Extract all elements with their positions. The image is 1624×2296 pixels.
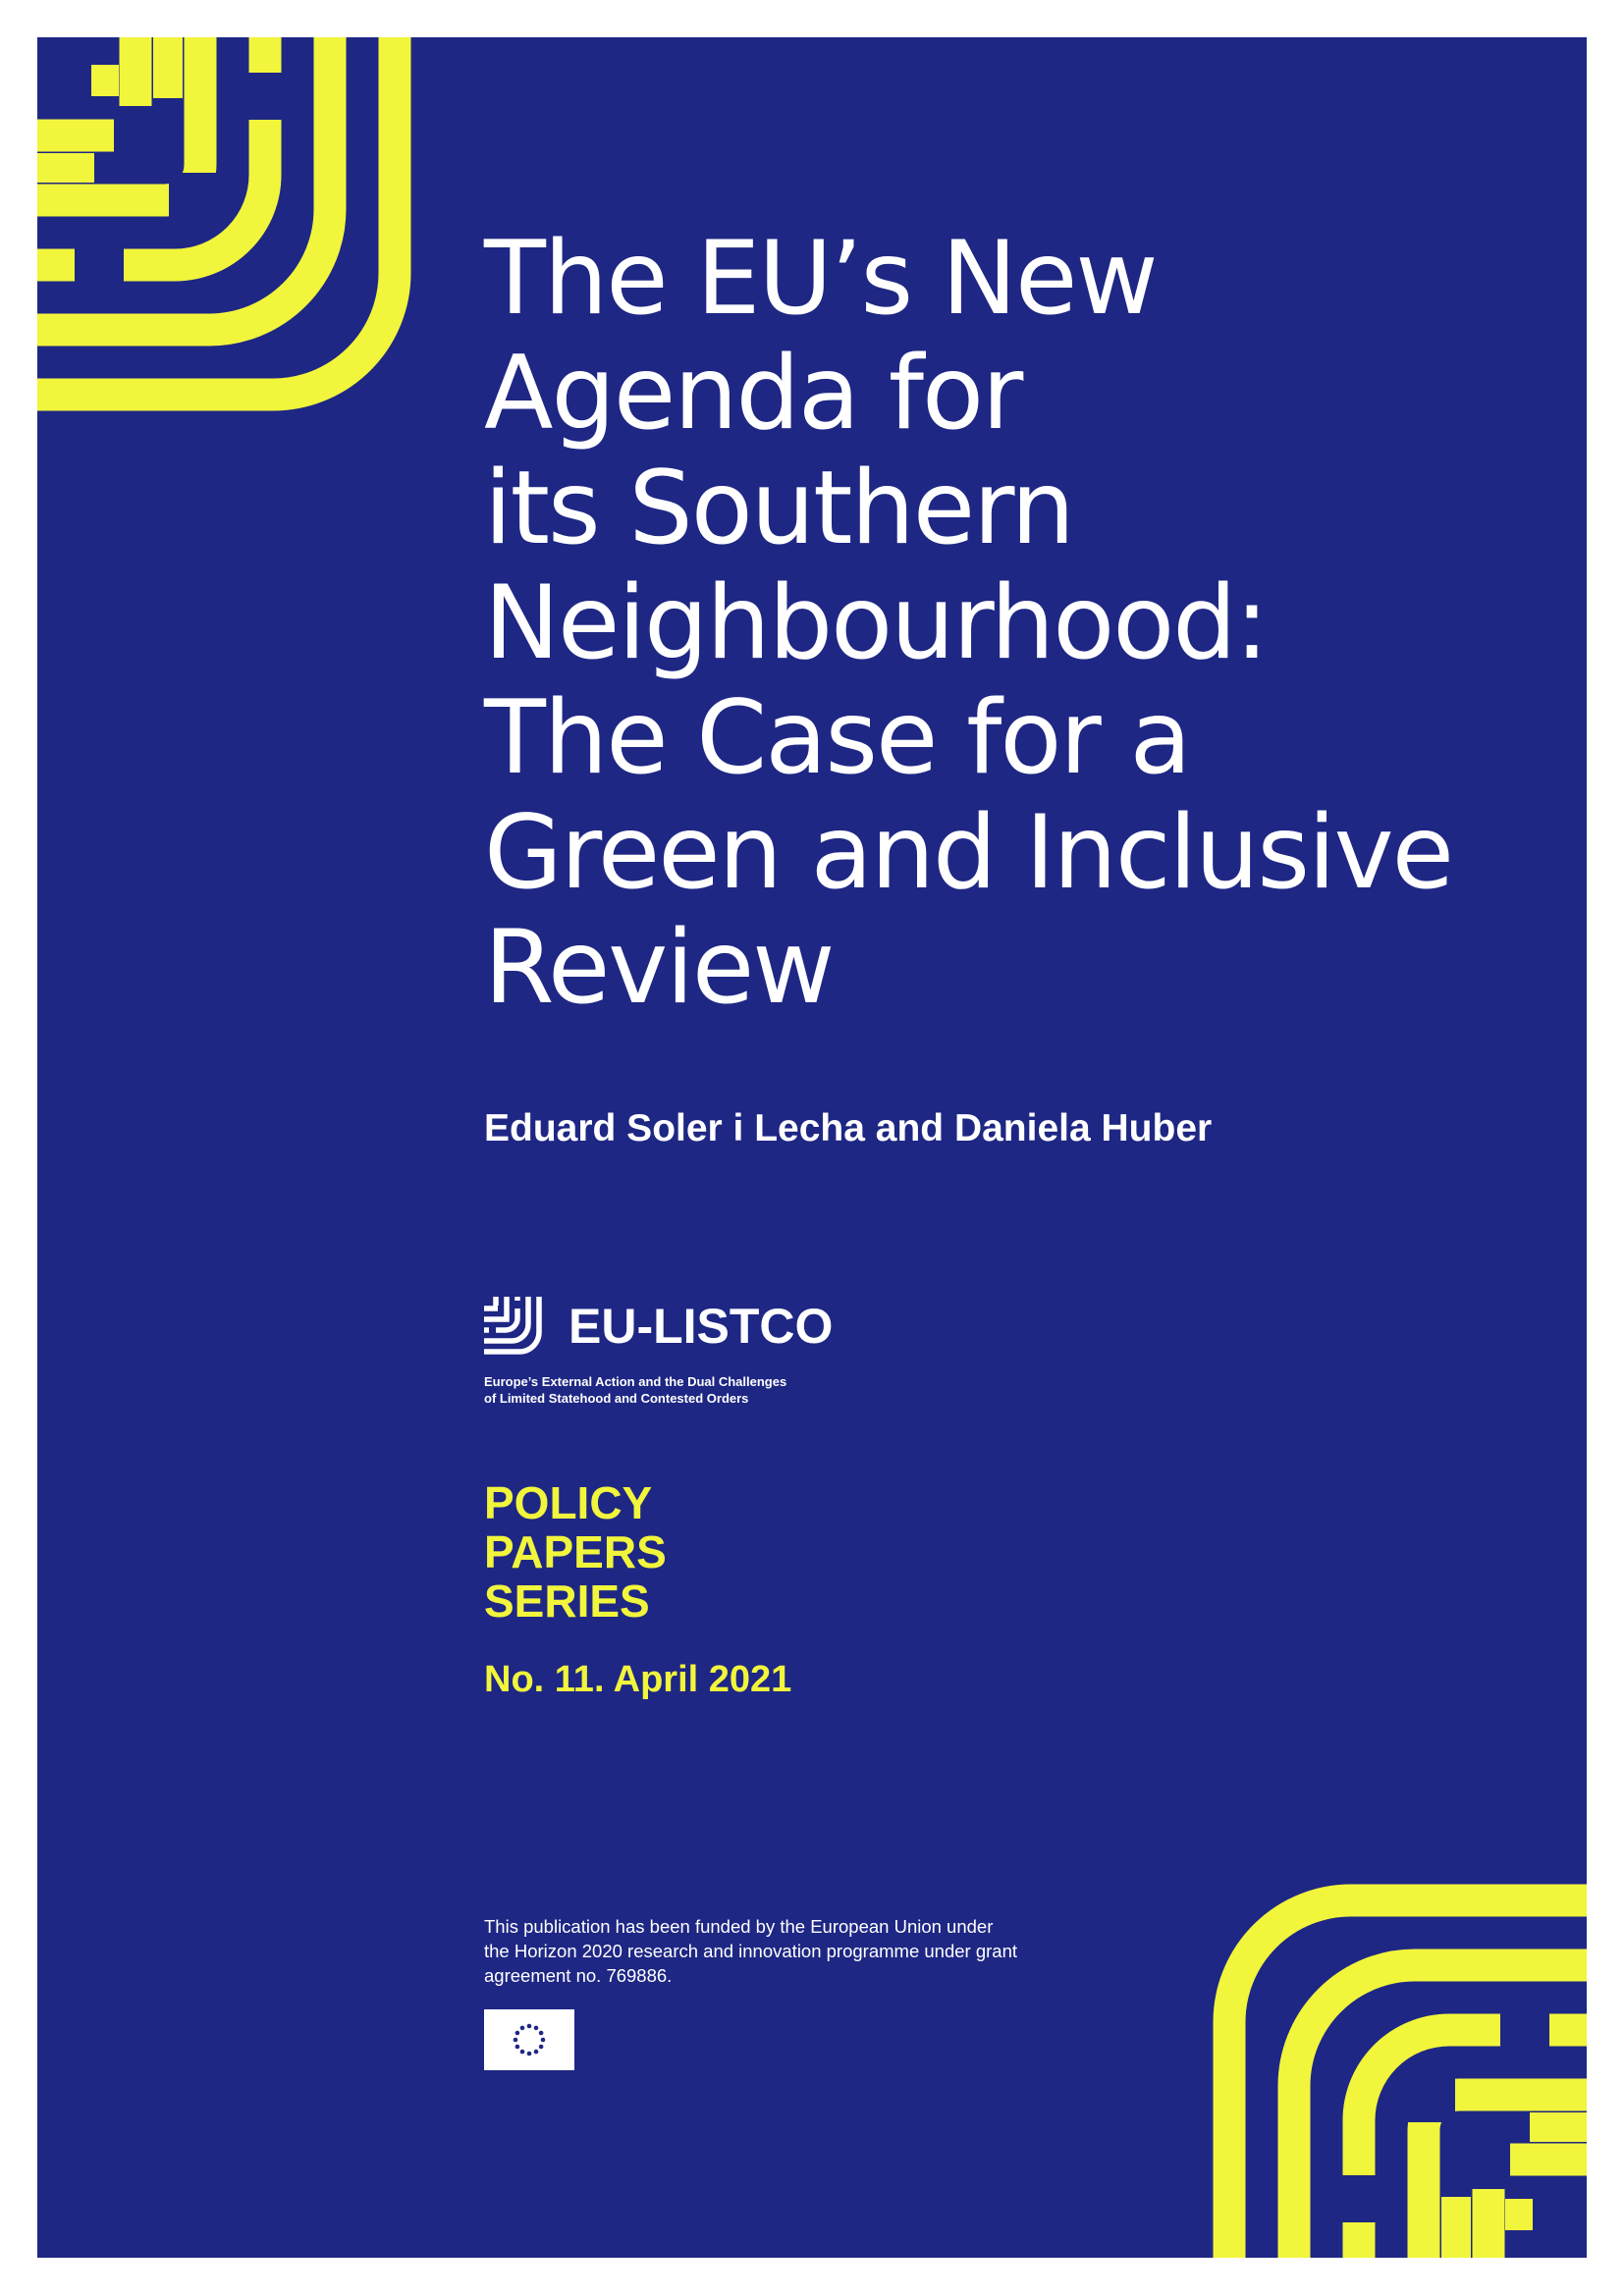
eu-listco-logo	[484, 1297, 975, 1405]
title-line: Green and Inclusive	[484, 794, 1452, 912]
issue-number: No. 11. April 2021	[484, 1659, 792, 1700]
title-line: Neighbourhood:	[484, 564, 1268, 682]
title-line: The Case for a	[484, 679, 1190, 797]
title-line: Agenda for	[484, 335, 1022, 453]
funding-line: agreement no. 769886.	[484, 1965, 673, 1986]
logo-tagline	[484, 1373, 786, 1407]
funding-line: This publication has been funded by the European Union under	[484, 1916, 994, 1937]
series-line: PAPERS	[484, 1526, 667, 1577]
series-label	[484, 1478, 667, 1626]
maze-motif-icon	[1209, 1880, 1587, 2258]
eu-listco-maze-icon	[484, 1297, 543, 1356]
logo-name: EU-LISTCO	[568, 1299, 834, 1354]
logo-tagline-line: Europe’s External Action and the Dual Challenges	[484, 1374, 787, 1389]
funding-notice	[484, 1914, 1132, 1988]
series-line: SERIES	[484, 1575, 650, 1627]
series-line: POLICY	[484, 1477, 653, 1528]
cover-page	[37, 37, 1587, 2258]
title-line: The EU’s New	[484, 220, 1157, 338]
eu-flag-icon	[484, 2009, 574, 2070]
maze-motif-icon	[37, 37, 415, 415]
authors: Eduard Soler i Lecha and Daniela Huber	[484, 1107, 1213, 1149]
logo-tagline-line: of Limited Statehood and Contested Orders	[484, 1391, 749, 1406]
funding-line: the Horizon 2020 research and innovation programme under grant	[484, 1941, 1017, 1961]
title-line: its Southern	[484, 450, 1073, 567]
document-title	[484, 222, 1544, 1026]
title-line: Review	[484, 909, 834, 1027]
